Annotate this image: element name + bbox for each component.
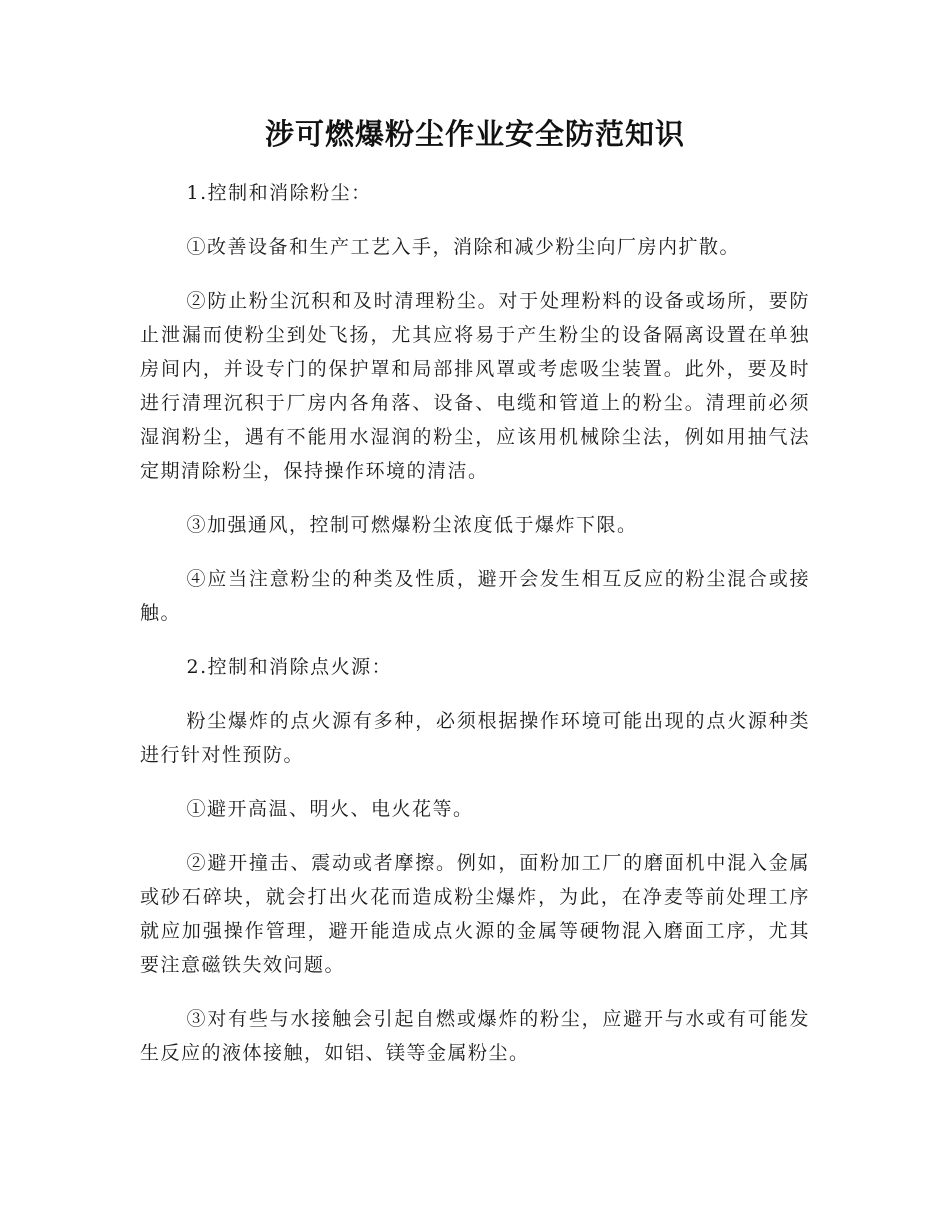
paragraph-dust-types: ④应当注意粉尘的种类及性质，避开会发生相互反应的粉尘混合或接触。 (140, 568, 810, 624)
paragraph-ventilation: ③加强通风，控制可燃爆粉尘浓度低于爆炸下限。 (186, 514, 638, 536)
paragraph-avoid-water-contact: ③对有些与水接触会引起自燃或爆炸的粉尘，应避开与水或有可能发生反应的液体接触，如铝、镁等金属粉尘。 (140, 1008, 810, 1064)
document-title: 涉可燃爆粉尘作业安全防范知识 (264, 117, 685, 151)
paragraph-improve-equipment: ①改善设备和生产工艺入手，消除和减少粉尘向厂房内扩散。 (186, 236, 741, 258)
paragraph-avoid-heat-flame: ①避开高温、明火、电火花等。 (186, 798, 474, 820)
section-heading-ignition-control: 2.控制和消除点火源： (186, 656, 393, 678)
paragraph-ignition-intro: 粉尘爆炸的点火源有多种，必须根据操作环境可能出现的点火源种类进行针对性预防。 (140, 710, 810, 766)
paragraph-prevent-dust-deposition: ②防止粉尘沉积和及时清理粉尘。对于处理粉料的设备或场所，要防止泄漏而使粉尘到处飞扬，尤其应将易于产生粉尘的设备隔离设置在单独房间内，并设专门的保护罩和局部排风罩或考虑吸尘装置。此外，要及时进行清理沉积于厂房内各角落、设备、电缆和管道上的粉尘。清理前必须湿润粉尘，遇有不能用水湿润的粉尘，应该用机械除尘法，例如用抽气法定期清除粉尘，保持操作环境的清洁。 (140, 290, 810, 482)
section-heading-dust-control: 1.控制和消除粉尘： (186, 182, 372, 204)
paragraph-avoid-impact-friction: ②避开撞击、震动或者摩擦。例如，面粉加工厂的磨面机中混入金属或砂石碎块，就会打出火花而造成粉尘爆炸，为此，在净麦等前处理工序就应加强操作管理，避开能造成点火源的金属等硬物混入磨面工序，尤其要注意磁铁失效问题。 (140, 852, 810, 976)
